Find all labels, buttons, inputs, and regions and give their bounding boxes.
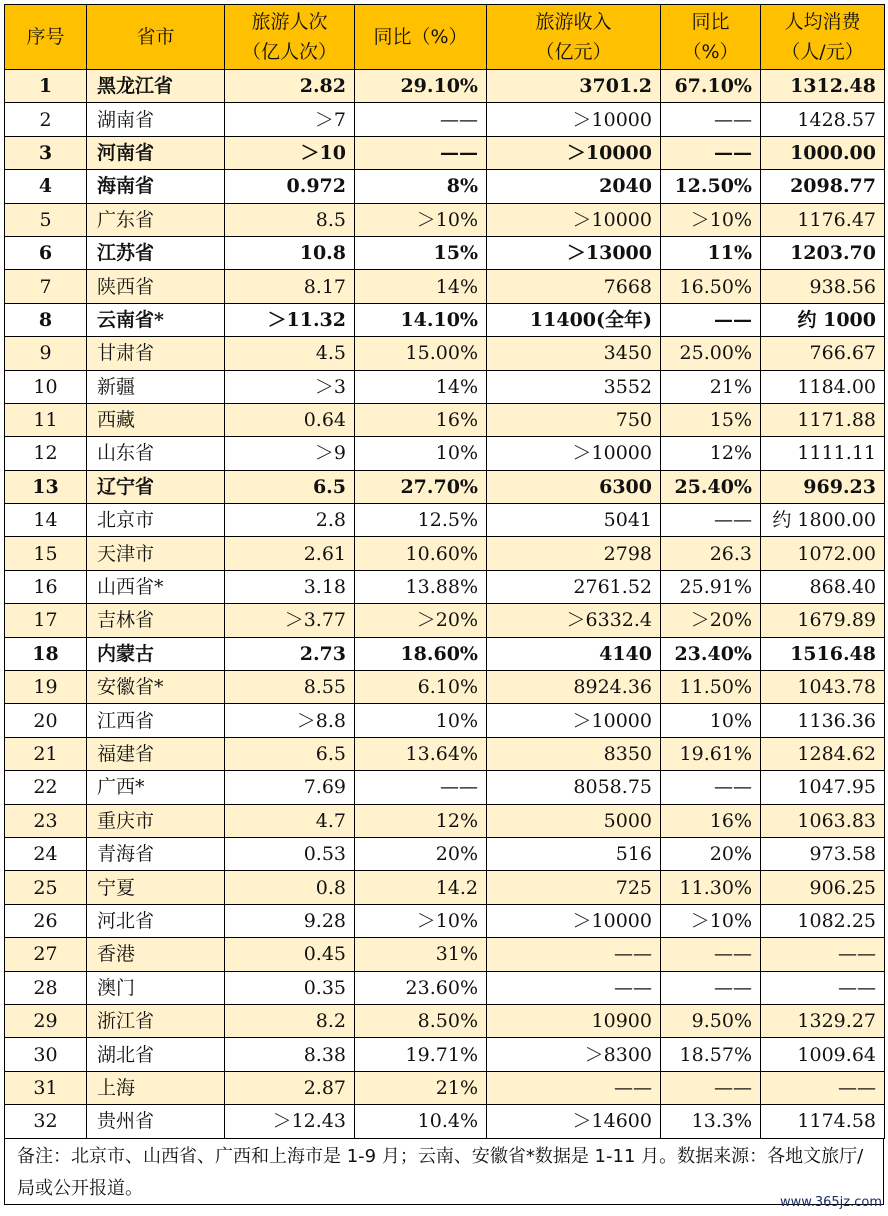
cell-revenue: ＞10000: [487, 103, 661, 136]
cell-visitors-yoy: 6.10%: [355, 671, 487, 704]
cell-visitors-yoy: ＞20%: [355, 604, 487, 637]
cell-visitors: 8.2: [225, 1004, 355, 1037]
cell-revenue-yoy: ——: [661, 971, 761, 1004]
cell-revenue-yoy: ——: [661, 504, 761, 537]
cell-no: 2: [5, 103, 87, 136]
table-row: [5, 671, 885, 704]
cell-province: 安徽省*: [87, 671, 225, 704]
cell-revenue: ＞6332.4: [487, 604, 661, 637]
cell-province: 江西省: [87, 704, 225, 737]
cell-province: 云南省*: [87, 303, 225, 336]
cell-per-capita: 766.67: [761, 337, 885, 370]
cell-visitors-yoy: ＞10%: [355, 904, 487, 937]
cell-visitors-yoy: ——: [355, 136, 487, 169]
cell-province: 河北省: [87, 904, 225, 937]
cell-revenue: 3450: [487, 337, 661, 370]
cell-revenue-yoy: 25.40%: [661, 470, 761, 503]
cell-province: 青海省: [87, 837, 225, 870]
header-visitors-yoy: 同比（%）: [355, 5, 487, 70]
cell-no: 14: [5, 504, 87, 537]
cell-revenue: 2798: [487, 537, 661, 570]
cell-per-capita: 1082.25: [761, 904, 885, 937]
table-row: [5, 103, 885, 136]
table-row: [5, 337, 885, 370]
cell-no: 7: [5, 270, 87, 303]
cell-visitors-yoy: 14%: [355, 370, 487, 403]
cell-revenue-yoy: ＞10%: [661, 203, 761, 236]
cell-visitors-yoy: 14%: [355, 270, 487, 303]
cell-revenue-yoy: 67.10%: [661, 70, 761, 103]
cell-visitors-yoy: 12%: [355, 804, 487, 837]
table-footnote: 备注：北京市、山西省、广西和上海市是 1-9 月；云南、安徽省*数据是 1-11 月。数据来源：各地文旅厅/局或公开报道。: [4, 1139, 884, 1205]
cell-visitors-yoy: 10.4%: [355, 1105, 487, 1138]
header-province: 省市: [87, 5, 225, 70]
cell-revenue: 750: [487, 403, 661, 436]
cell-province: 广东省: [87, 203, 225, 236]
cell-visitors: 7.69: [225, 771, 355, 804]
table-row: [5, 136, 885, 169]
table-row: [5, 1038, 885, 1071]
cell-per-capita: 1047.95: [761, 771, 885, 804]
cell-per-capita: 1174.58: [761, 1105, 885, 1138]
cell-revenue: 2040: [487, 170, 661, 203]
cell-province: 甘肃省: [87, 337, 225, 370]
cell-no: 24: [5, 837, 87, 870]
cell-revenue-yoy: 23.40%: [661, 637, 761, 670]
table-header-row: [5, 5, 885, 70]
cell-revenue-yoy: 13.3%: [661, 1105, 761, 1138]
cell-per-capita: 1184.00: [761, 370, 885, 403]
header-revenue-yoy: 同比（%）: [661, 5, 761, 70]
table-row: [5, 504, 885, 537]
cell-no: 13: [5, 470, 87, 503]
table-row: [5, 871, 885, 904]
table-row: [5, 704, 885, 737]
cell-visitors-yoy: ——: [355, 771, 487, 804]
cell-no: 17: [5, 604, 87, 637]
cell-per-capita: 2098.77: [761, 170, 885, 203]
cell-visitors-yoy: 18.60%: [355, 637, 487, 670]
cell-revenue-yoy: 16.50%: [661, 270, 761, 303]
cell-per-capita: 1516.48: [761, 637, 885, 670]
cell-visitors-yoy: 12.5%: [355, 504, 487, 537]
cell-visitors-yoy: 13.88%: [355, 570, 487, 603]
cell-per-capita: 1176.47: [761, 203, 885, 236]
table-row: [5, 403, 885, 436]
cell-visitors: 2.82: [225, 70, 355, 103]
cell-visitors: 10.8: [225, 236, 355, 269]
cell-visitors-yoy: 20%: [355, 837, 487, 870]
header-per-capita-line1: 人均消费: [784, 11, 861, 33]
cell-per-capita: 1043.78: [761, 671, 885, 704]
cell-no: 3: [5, 136, 87, 169]
cell-revenue: ——: [487, 971, 661, 1004]
table-row: [5, 938, 885, 971]
cell-revenue: 10900: [487, 1004, 661, 1037]
table-row: [5, 804, 885, 837]
table-row: [5, 771, 885, 804]
table-row: [5, 236, 885, 269]
cell-visitors: 2.8: [225, 504, 355, 537]
cell-no: 10: [5, 370, 87, 403]
cell-revenue-yoy: ——: [661, 136, 761, 169]
cell-per-capita: 1203.70: [761, 236, 885, 269]
cell-visitors-yoy: 15.00%: [355, 337, 487, 370]
cell-revenue: 11400(全年): [487, 303, 661, 336]
cell-revenue-yoy: 25.00%: [661, 337, 761, 370]
cell-no: 18: [5, 637, 87, 670]
cell-revenue: ＞10000: [487, 437, 661, 470]
table-row: [5, 1071, 885, 1104]
cell-revenue-yoy: 21%: [661, 370, 761, 403]
cell-visitors: 8.17: [225, 270, 355, 303]
cell-revenue-yoy: 11%: [661, 236, 761, 269]
cell-province: 北京市: [87, 504, 225, 537]
cell-visitors: ＞3.77: [225, 604, 355, 637]
cell-visitors-yoy: 21%: [355, 1071, 487, 1104]
cell-visitors-yoy: 15%: [355, 236, 487, 269]
table-row: [5, 437, 885, 470]
cell-no: 23: [5, 804, 87, 837]
cell-revenue-yoy: 19.61%: [661, 737, 761, 770]
cell-visitors-yoy: 31%: [355, 938, 487, 971]
cell-per-capita: 906.25: [761, 871, 885, 904]
cell-province: 河南省: [87, 136, 225, 169]
cell-province: 内蒙古: [87, 637, 225, 670]
cell-revenue: 6300: [487, 470, 661, 503]
cell-per-capita: 1072.00: [761, 537, 885, 570]
cell-visitors-yoy: ——: [355, 103, 487, 136]
cell-revenue-yoy: 16%: [661, 804, 761, 837]
cell-no: 29: [5, 1004, 87, 1037]
cell-revenue-yoy: ——: [661, 1071, 761, 1104]
cell-province: 湖南省: [87, 103, 225, 136]
cell-no: 6: [5, 236, 87, 269]
cell-visitors: ＞3: [225, 370, 355, 403]
cell-visitors: 0.45: [225, 938, 355, 971]
cell-revenue: ＞10000: [487, 136, 661, 169]
cell-revenue: ＞13000: [487, 236, 661, 269]
table-row: [5, 470, 885, 503]
cell-revenue: ——: [487, 938, 661, 971]
cell-revenue: 2761.52: [487, 570, 661, 603]
cell-no: 22: [5, 771, 87, 804]
cell-per-capita: 1284.62: [761, 737, 885, 770]
cell-per-capita: ——: [761, 1071, 885, 1104]
cell-visitors-yoy: ＞10%: [355, 203, 487, 236]
header-per-capita: [761, 5, 885, 70]
cell-revenue: 8058.75: [487, 771, 661, 804]
cell-revenue-yoy: ——: [661, 103, 761, 136]
table-row: [5, 203, 885, 236]
cell-visitors: 8.38: [225, 1038, 355, 1071]
cell-province: 辽宁省: [87, 470, 225, 503]
cell-revenue-yoy: ——: [661, 938, 761, 971]
header-revenue-line2: （亿元）: [535, 41, 612, 63]
cell-revenue: 725: [487, 871, 661, 904]
cell-visitors-yoy: 10%: [355, 704, 487, 737]
cell-province: 天津市: [87, 537, 225, 570]
cell-province: 山东省: [87, 437, 225, 470]
table-row: [5, 737, 885, 770]
cell-no: 32: [5, 1105, 87, 1138]
table-row: [5, 537, 885, 570]
cell-visitors: 2.87: [225, 1071, 355, 1104]
cell-visitors: 8.5: [225, 203, 355, 236]
cell-visitors: 3.18: [225, 570, 355, 603]
header-per-capita-line2: （人/元）: [781, 41, 864, 63]
cell-visitors: ＞12.43: [225, 1105, 355, 1138]
cell-per-capita: 约 1800.00: [761, 504, 885, 537]
cell-visitors-yoy: 8.50%: [355, 1004, 487, 1037]
cell-revenue-yoy: 11.50%: [661, 671, 761, 704]
table-row: [5, 1004, 885, 1037]
cell-visitors: 0.35: [225, 971, 355, 1004]
cell-no: 30: [5, 1038, 87, 1071]
cell-revenue-yoy: 12.50%: [661, 170, 761, 203]
cell-visitors-yoy: 16%: [355, 403, 487, 436]
cell-no: 1: [5, 70, 87, 103]
cell-revenue: 3552: [487, 370, 661, 403]
cell-revenue: 3701.2: [487, 70, 661, 103]
cell-revenue: ——: [487, 1071, 661, 1104]
cell-no: 12: [5, 437, 87, 470]
cell-revenue: 7668: [487, 270, 661, 303]
cell-revenue-yoy: ＞20%: [661, 604, 761, 637]
cell-revenue-yoy: 25.91%: [661, 570, 761, 603]
cell-revenue: ＞8300: [487, 1038, 661, 1071]
table-body: [5, 70, 885, 1139]
cell-revenue-yoy: 15%: [661, 403, 761, 436]
cell-no: 16: [5, 570, 87, 603]
cell-visitors-yoy: 27.70%: [355, 470, 487, 503]
cell-visitors: 0.64: [225, 403, 355, 436]
cell-no: 5: [5, 203, 87, 236]
cell-visitors: 8.55: [225, 671, 355, 704]
cell-per-capita: 1009.64: [761, 1038, 885, 1071]
cell-no: 31: [5, 1071, 87, 1104]
cell-no: 4: [5, 170, 87, 203]
cell-revenue: ＞14600: [487, 1105, 661, 1138]
cell-no: 27: [5, 938, 87, 971]
table-row: [5, 971, 885, 1004]
cell-no: 19: [5, 671, 87, 704]
cell-no: 8: [5, 303, 87, 336]
cell-per-capita: 1000.00: [761, 136, 885, 169]
cell-per-capita: 1111.11: [761, 437, 885, 470]
tourism-data-table: [4, 4, 885, 1139]
cell-visitors: ＞11.32: [225, 303, 355, 336]
table-row: [5, 904, 885, 937]
cell-visitors-yoy: 10%: [355, 437, 487, 470]
table-row: [5, 1105, 885, 1138]
cell-per-capita: 1428.57: [761, 103, 885, 136]
cell-per-capita: 约 1000: [761, 303, 885, 336]
cell-visitors: 6.5: [225, 737, 355, 770]
cell-province: 海南省: [87, 170, 225, 203]
table-row: [5, 370, 885, 403]
cell-per-capita: 1312.48: [761, 70, 885, 103]
cell-per-capita: ——: [761, 938, 885, 971]
header-revenue-line1: 旅游收入: [535, 11, 612, 33]
cell-visitors: 0.972: [225, 170, 355, 203]
cell-revenue-yoy: 9.50%: [661, 1004, 761, 1037]
cell-province: 广西*: [87, 771, 225, 804]
table-row: [5, 837, 885, 870]
cell-revenue: ＞10000: [487, 704, 661, 737]
table-container: [4, 4, 884, 1205]
cell-no: 15: [5, 537, 87, 570]
cell-per-capita: ——: [761, 971, 885, 1004]
cell-visitors: ＞8.8: [225, 704, 355, 737]
cell-province: 陕西省: [87, 270, 225, 303]
table-row: [5, 170, 885, 203]
cell-visitors: ＞9: [225, 437, 355, 470]
cell-revenue: 5000: [487, 804, 661, 837]
cell-visitors-yoy: 13.64%: [355, 737, 487, 770]
cell-province: 福建省: [87, 737, 225, 770]
cell-revenue: 4140: [487, 637, 661, 670]
cell-revenue: ＞10000: [487, 203, 661, 236]
cell-province: 宁夏: [87, 871, 225, 904]
cell-no: 20: [5, 704, 87, 737]
cell-no: 11: [5, 403, 87, 436]
cell-per-capita: 969.23: [761, 470, 885, 503]
cell-per-capita: 1171.88: [761, 403, 885, 436]
cell-province: 香港: [87, 938, 225, 971]
cell-visitors: 2.61: [225, 537, 355, 570]
cell-revenue-yoy: 11.30%: [661, 871, 761, 904]
cell-province: 黑龙江省: [87, 70, 225, 103]
cell-province: 西藏: [87, 403, 225, 436]
table-row: [5, 70, 885, 103]
cell-revenue: 8924.36: [487, 671, 661, 704]
cell-revenue: 8350: [487, 737, 661, 770]
cell-no: 9: [5, 337, 87, 370]
cell-province: 贵州省: [87, 1105, 225, 1138]
cell-revenue-yoy: 20%: [661, 837, 761, 870]
cell-no: 28: [5, 971, 87, 1004]
cell-revenue-yoy: 12%: [661, 437, 761, 470]
cell-visitors: 6.5: [225, 470, 355, 503]
cell-per-capita: 1063.83: [761, 804, 885, 837]
cell-visitors: 2.73: [225, 637, 355, 670]
cell-per-capita: 1136.36: [761, 704, 885, 737]
cell-province: 吉林省: [87, 604, 225, 637]
cell-per-capita: 868.40: [761, 570, 885, 603]
cell-revenue-yoy: 26.3: [661, 537, 761, 570]
cell-province: 浙江省: [87, 1004, 225, 1037]
cell-revenue-yoy: 10%: [661, 704, 761, 737]
cell-visitors-yoy: 14.2: [355, 871, 487, 904]
table-row: [5, 637, 885, 670]
cell-no: 21: [5, 737, 87, 770]
cell-visitors: 4.7: [225, 804, 355, 837]
cell-province: 江苏省: [87, 236, 225, 269]
cell-revenue: 516: [487, 837, 661, 870]
cell-per-capita: 973.58: [761, 837, 885, 870]
cell-visitors: 4.5: [225, 337, 355, 370]
cell-revenue-yoy: ＞10%: [661, 904, 761, 937]
cell-visitors-yoy: 14.10%: [355, 303, 487, 336]
cell-revenue-yoy: ——: [661, 771, 761, 804]
cell-visitors-yoy: 29.10%: [355, 70, 487, 103]
header-visitors-line2: （亿人次）: [241, 41, 337, 63]
header-revenue: [487, 5, 661, 70]
cell-revenue-yoy: 18.57%: [661, 1038, 761, 1071]
header-visitors: [225, 5, 355, 70]
cell-visitors-yoy: 10.60%: [355, 537, 487, 570]
table-row: [5, 604, 885, 637]
cell-visitors: ＞7: [225, 103, 355, 136]
cell-visitors: 9.28: [225, 904, 355, 937]
cell-province: 上海: [87, 1071, 225, 1104]
header-visitors-line1: 旅游人次: [251, 11, 328, 33]
watermark: www.365jz.com: [780, 1195, 882, 1210]
cell-province: 湖北省: [87, 1038, 225, 1071]
cell-visitors: ＞10: [225, 136, 355, 169]
cell-visitors-yoy: 23.60%: [355, 971, 487, 1004]
cell-visitors-yoy: 19.71%: [355, 1038, 487, 1071]
cell-per-capita: 1329.27: [761, 1004, 885, 1037]
cell-visitors: 0.8: [225, 871, 355, 904]
table-row: [5, 303, 885, 336]
cell-revenue: ＞10000: [487, 904, 661, 937]
cell-province: 新疆: [87, 370, 225, 403]
cell-province: 重庆市: [87, 804, 225, 837]
cell-revenue-yoy: ——: [661, 303, 761, 336]
cell-per-capita: 1679.89: [761, 604, 885, 637]
cell-visitors: 0.53: [225, 837, 355, 870]
cell-province: 山西省*: [87, 570, 225, 603]
cell-revenue: 5041: [487, 504, 661, 537]
cell-visitors-yoy: 8%: [355, 170, 487, 203]
cell-no: 25: [5, 871, 87, 904]
cell-per-capita: 938.56: [761, 270, 885, 303]
cell-province: 澳门: [87, 971, 225, 1004]
header-no: 序号: [5, 5, 87, 70]
cell-no: 26: [5, 904, 87, 937]
table-row: [5, 270, 885, 303]
table-row: [5, 570, 885, 603]
